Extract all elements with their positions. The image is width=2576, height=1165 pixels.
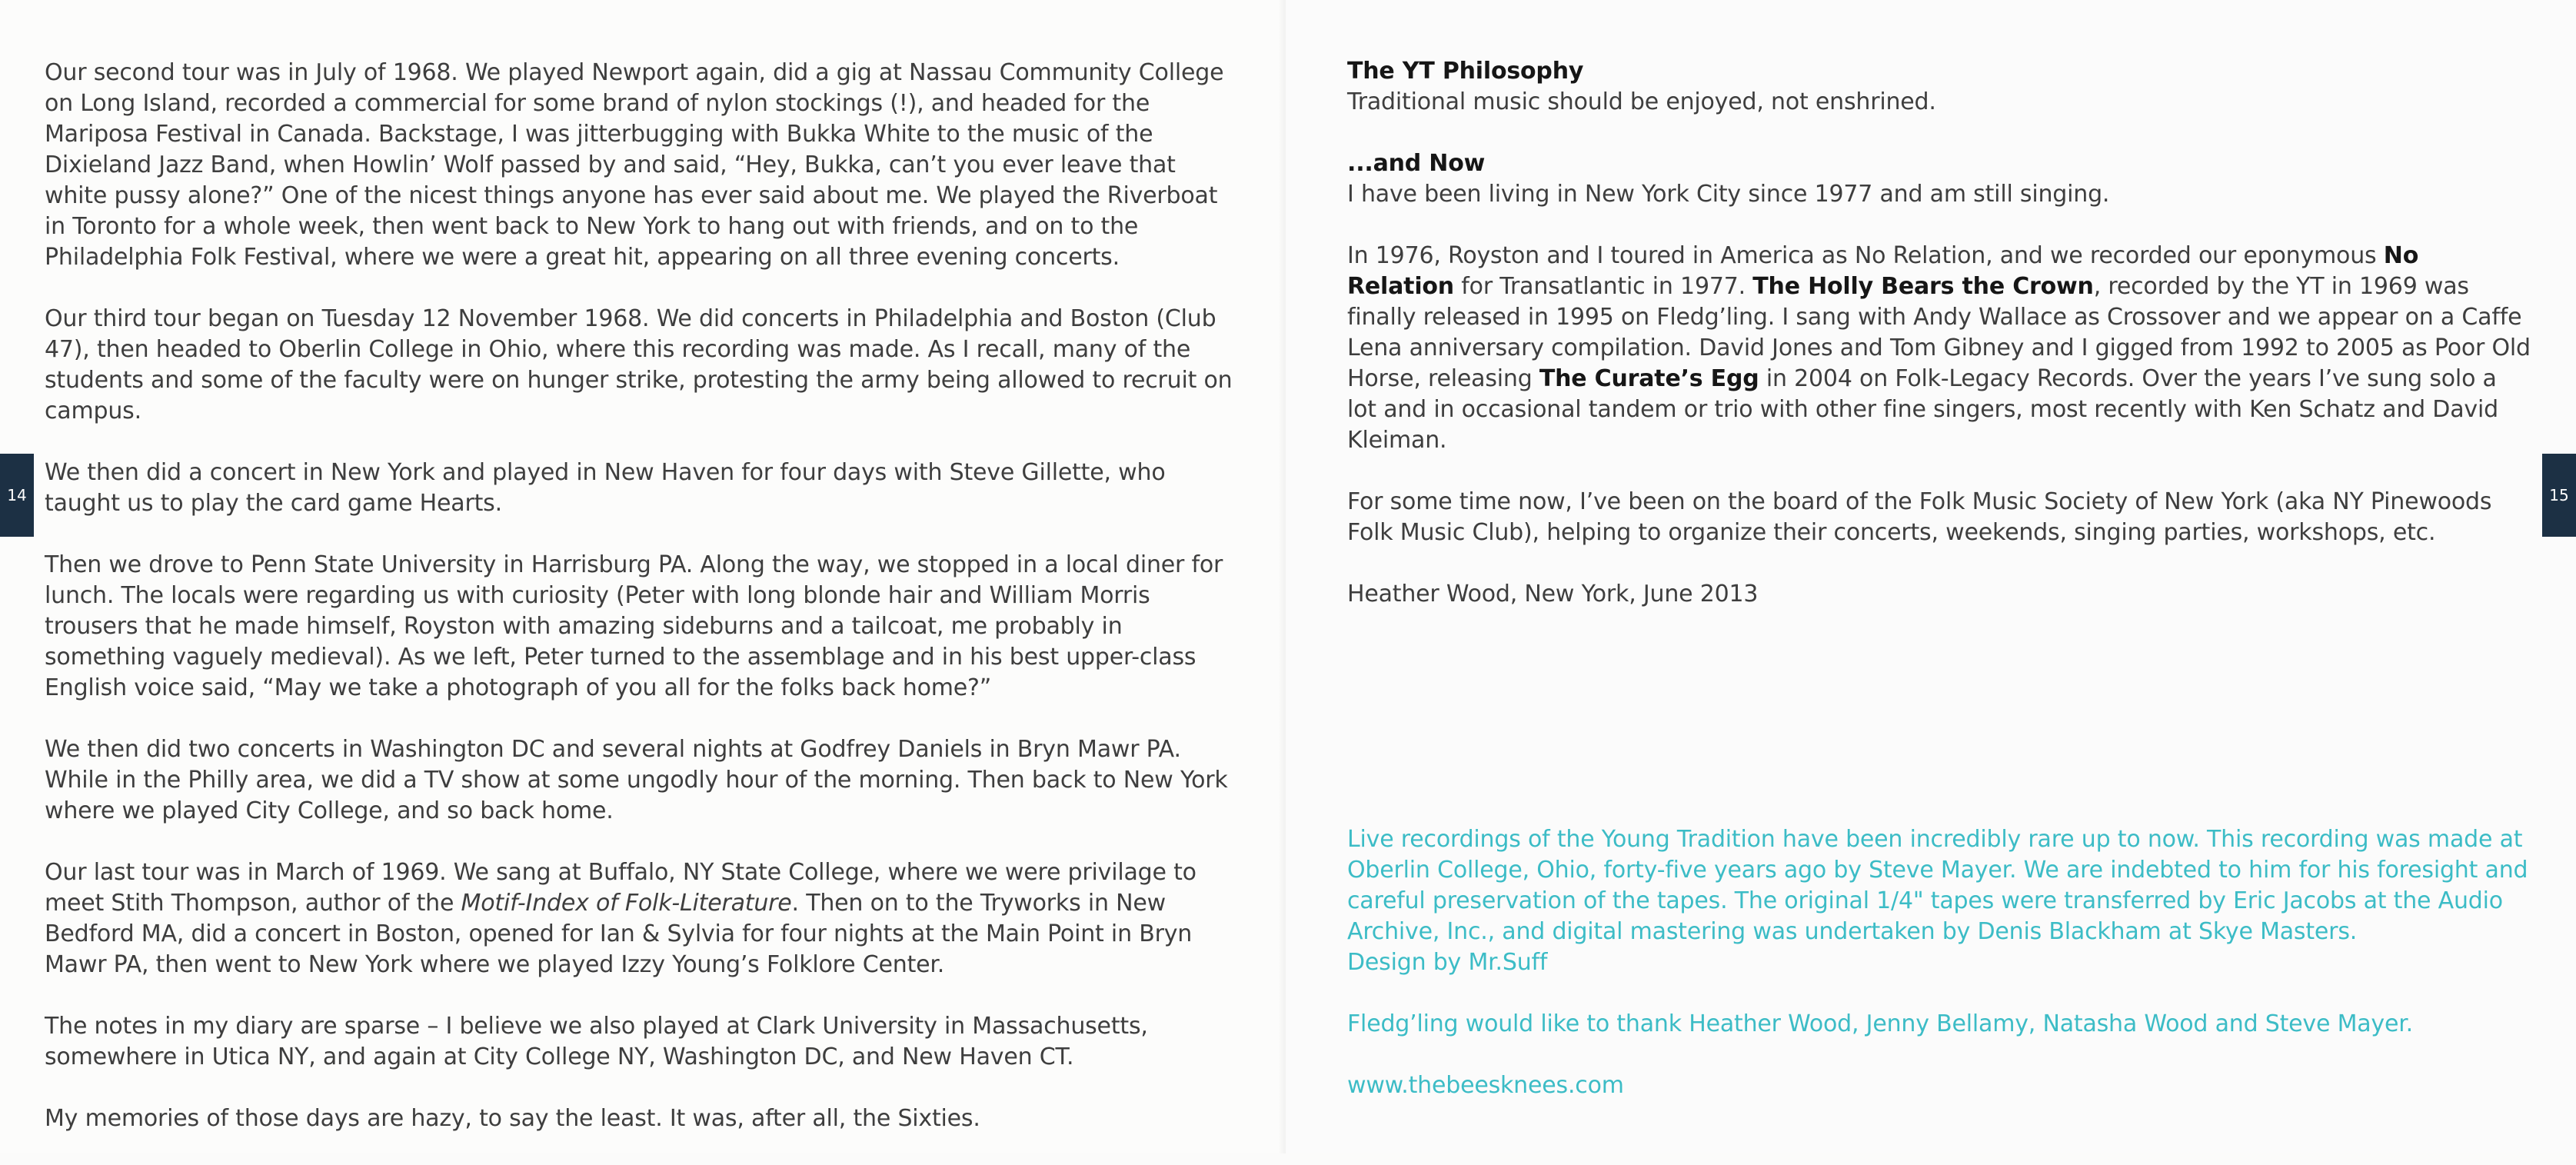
album-curates-egg: The Curate’s Egg	[1539, 365, 1759, 392]
paragraph-second-tour: Our second tour was in July of 1968. We played Newport again, did a gig at Nassau Community College on Long Island, recorded a commercial for some brand of nylon stockings (!), and headed for the Mariposa Festival in Canada. Backstage, I was jitterbugging with Bukka White to the music of the Dixieland Jazz Band, when Howlin’ Wolf passed by and said, “Hey, Bukka, can’t you ever leave that white pussy alone?” One of the nicest things anyone has ever said about me. We played the Riverboat in Toronto for a whole week, then went back to New York to hang out with friends, and on to the Philadelphia Folk Festival, where we were a great hit, appearing on all three evening concerts.	[45, 59, 1224, 271]
paragraph-penn-state: Then we drove to Penn State University in Harrisburg PA. Along the way, we stopped in a local diner for lunch. The locals were regarding us with curiosity (Peter with long blonde hair and William Morris trousers that he made himself, Royston with amazing sideburns and a tailcoat, me probably in something vaguely medieval). As we left, Peter turned to the assemblage and in his best upper-class English voice said, “May we take a photograph of you all for the folks back home?”	[45, 551, 1223, 701]
career-text-1: In 1976, Royston and I toured in America as No Relation, and we recorded our eponymous	[1347, 242, 2384, 269]
album-holly-bears-the-crown: The Holly Bears the Crown	[1752, 273, 2094, 300]
paragraph-last-tour	[45, 857, 1244, 980]
book-title: Motif-Index of Folk-Literature	[461, 890, 792, 917]
thanks-note: Fledg’ling would like to thank Heather Wood, Jenny Bellamy, Natasha Wood and Steve Mayer.	[1347, 1010, 2413, 1037]
page-number-right: 15	[2542, 454, 2576, 537]
left-page	[0, 0, 1286, 1153]
tour-history-text	[45, 58, 1244, 1165]
now-heading: ...and Now	[1347, 150, 1486, 177]
paragraph-memories: My memories of those days are hazy, to say the least. It was, after all, the Sixties.	[45, 1105, 980, 1132]
last-tour-rest: . Then on to the Tryworks in New Bedford MA, did a concert in Boston, opened for Ian & Sylvia for four nights at the Main Point in Bryn Mawr PA, then went to New York where we played Izzy Young’s Folklore Center.	[45, 890, 1193, 978]
page-number-left: 14	[0, 454, 34, 537]
signature: Heather Wood, New York, June 2013	[1347, 581, 1759, 607]
philosophy-text: Traditional music should be enjoyed, not enshrined.	[1347, 88, 1936, 115]
paragraph-diary-notes: The notes in my diary are sparse – I believe we also played at Clark University in Massachusetts, somewhere in Utica NY, and again at City College NY, Washington DC, and New Haven CT.	[45, 1013, 1148, 1070]
last-tour-intro: Our last tour was in March of 1969. We sang at Buffalo, NY State College, where we were privilage to meet Stith Thompson, author of the	[45, 859, 1196, 917]
recording-note: Live recordings of the Young Tradition have been incredibly rare up to now. This recording was made at Oberlin College, Ohio, forty-five years ago by Steve Mayer. We are indebted to him for his foresight and careful preservation of the tapes. The original 1/4" tapes were transferred by Eric Jacobs at the Audio Archive, Inc., and digital mastering was undertaken by Denis Blackham at Skye Masters.	[1347, 826, 2528, 945]
design-credit: Design by Mr.Suff	[1347, 949, 1548, 976]
paragraph-washington: We then did two concerts in Washington DC and several nights at Godfrey Daniels in Bryn Mawr PA. While in the Philly area, we did a TV show at some ungodly hour of the morning. Then back to New York where we played City College, and so back home.	[45, 736, 1228, 824]
philosophy-and-now-text	[1347, 56, 2531, 641]
website-link[interactable]: www.thebeesknees.com	[1347, 1072, 1624, 1099]
album-no-relation: No Relation	[1347, 242, 2419, 300]
now-text: I have been living in New York City since 1977 and am still singing.	[1347, 181, 2110, 208]
philosophy-heading: The YT Philosophy	[1347, 58, 1584, 85]
paragraph-new-haven: We then did a concert in New York and played in New Haven for four days with Steve Gillette, who taught us to play the card game Hearts.	[45, 459, 1166, 517]
paragraph-third-tour: Our third tour began on Tuesday 12 November 1968. We did concerts in Philadelphia and Boston (Club 47), then headed to Oberlin College in Ohio, where this recording was made. As I recall, many of the students and some of the faculty were on hunger strike, protesting the army being allowed to recruit on campus.	[45, 305, 1233, 424]
credits-recording	[1347, 824, 2547, 978]
career-text-2: for Transatlantic in 1977.	[1453, 273, 1753, 300]
philosophy-section	[1347, 56, 2531, 118]
credits-block	[1347, 824, 2547, 1132]
paragraph-career	[1347, 241, 2531, 456]
career-text-4: in 2004 on Folk-Legacy Records. Over the years I’ve sung solo a lot and in occasional tandem or trio with other fine singers, most recently with Ken Schatz and David Kleiman.	[1347, 365, 2498, 454]
paragraph-board: For some time now, I’ve been on the board of the Folk Music Society of New York (aka NY Pinewoods Folk Music Club), helping to organize their concerts, weekends, singing parties, workshops, etc.	[1347, 488, 2492, 546]
career-text-3: , recorded by the YT in 1969 was finally released in 1995 on Fledg’ling. I sang with Andy Wallace as Crossover and we appear on a Caffe Lena anniversary compilation. David Jones and Tom Gibney and I gigged from 1992 to 2005 as Poor Old Horse, releasing	[1347, 273, 2531, 392]
now-section	[1347, 148, 2531, 210]
